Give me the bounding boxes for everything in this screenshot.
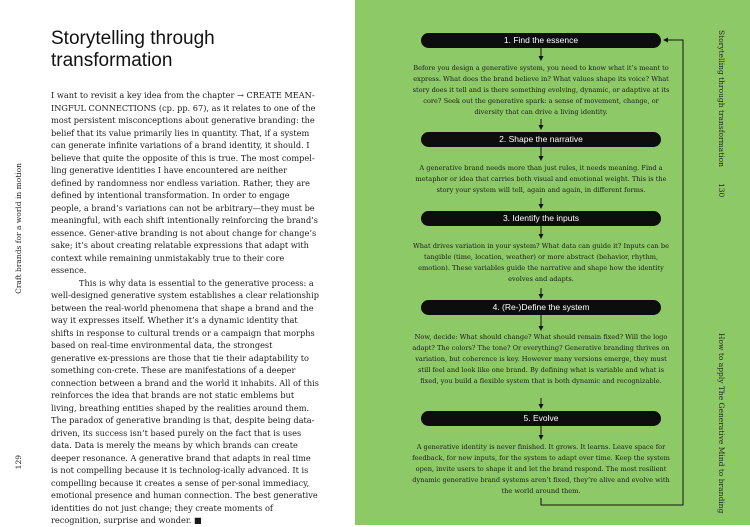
running-head-right: Storytelling through transformation: [717, 30, 726, 167]
step-text-5: A generative identity is never finished. It grows. It learns. Leave space for feedback, for new inputs, for the system to adapt over time. Keep the system open, invite users to shape it and let the brand respond. The most resilient dynamic generative brand systems aren’t fixed, they’re alive and evolve with the world around them.: [412, 443, 670, 495]
step-text-2: A generative brand needs more than just rules, it needs meaning. Find a metaphor or idea that carries both visual and emotional weight. This is the story your system will tell, again and again, in different forms.: [415, 164, 667, 194]
body-text: [51, 89, 319, 527]
page-number-right: 130: [717, 183, 726, 198]
step-pill-2: 2. Shape the narrative: [421, 132, 661, 147]
body-paragraph-2: This is why data is essential to the generative process: a well-designed generative system establishes a clear relationship between the real-world phenomena that shape a brand and the way it expresses itself. Whether it’s a dynamic identity that shifts in response to cultural trends or a campaign that morphs based on real-time environmental data, the strongest generative ex-pressions are those that tie their adaptability to something con-crete. These are manifestations of a deeper connection between a brand and the world it inhabits. All of this reinforces the idea that brands are not static emblems but living, breathing entities shaped by the realities around them. The paradox of generative branding is that, despite being data-driven, its success isn’t based purely on the fact that is uses data. Data is merely the means by which brands can create deeper resonance. A generative brand that adapts in real time is not compelling because it is technolog-ically advanced. It is compelling because it creates a sense of per-sonal immediacy, emotional presence and human connection. The best generative identities do not just change; they create moments of recognition, surprise and wonder. ■: [51, 277, 319, 525]
step-pill-1: 1. Find the essence: [421, 33, 661, 48]
step-pill-5: 5. Evolve: [421, 411, 661, 426]
step-pill-4: 4. (Re-)Define the system: [421, 300, 661, 315]
running-head-left: Craft brands for a world in motion: [14, 163, 23, 294]
chapter-title-right: How to apply The Generative Mind to branding: [717, 333, 726, 514]
step-pill-3: 3. Identify the inputs: [421, 211, 661, 226]
step-text-4: Now, decide: What should change? What should remain fixed? Will the logo adapt? The colors? The tone? Or everything? Generative branding thrives on variation, but coherence is key. However many versions emerge, they must still feel and look like one brand. By defining what is variable and what is fixed, you build a flexible system that is both dynamic and recognizable.: [412, 333, 670, 385]
page-title: Storytelling through transformation: [51, 28, 215, 71]
body-paragraph-1: I want to revisit a key idea from the chapter → CREATE MEAN-INGFUL CONNECTIONS (cp. pp. 67), as it relates to one of the most persistent misconceptions about generative branding: the belief that its value primarily lies in quantity. That, if a system can generate infinite variations of a brand identity, it should. I believe that quite the opposite of this is true. The most compel-ling generative identities I have encountered are neither defined by randomness nor endless variation. Rather, they are defined by intentional transformation. In order to engage people, a brand’s variations can not be arbitrary—they must be meaningful, with each shift intentionally reinforcing the brand’s essence. Gener-ative branding is not about change for change’s sake; it’s about creating relatable expressions that adapt with context while remaining unmistakably true to their core essence.: [51, 90, 318, 275]
page-number-left: 129: [14, 455, 23, 470]
step-text-3: What drives variation in your system? What data can guide it? Inputs can be tangible (time, location, weather) or more abstract (behavior, rhythm, emotion). These variables guide the narrative and shape how the identity evolves and adapts.: [413, 242, 669, 283]
step-text-1: Before you design a generative system, you need to know what it’s meant to express. What does the brand believe in? What values shape its voice? What story does it tell and is there something evolving, dynamic, or adaptive at its core? Seek out the generative spark: a sense of movement, change, or diversity that can drive a living identity.: [412, 64, 670, 116]
